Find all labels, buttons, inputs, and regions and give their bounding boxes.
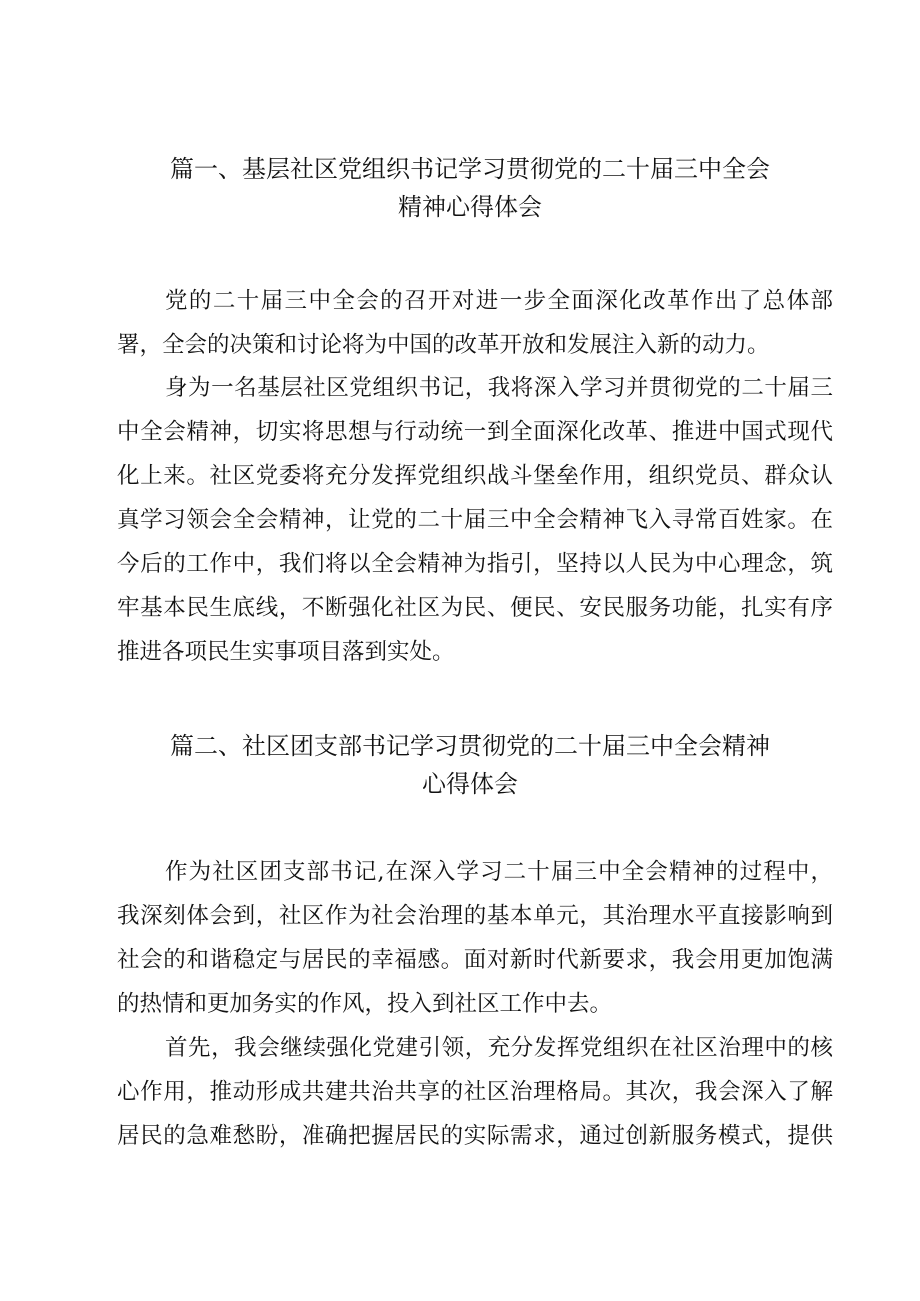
- text-line: 化上来。社区党委将充分发挥党组织战斗堡垒作用，组织党员、群众认: [117, 463, 833, 489]
- text-line: 居民的急难愁盼，准确把握居民的实际需求，通过创新服务模式，提供: [117, 1123, 833, 1149]
- text-line: 首先，我会继续强化党建引领，充分发挥党组织在社区治理中的核: [165, 1035, 833, 1061]
- text-line: 署，全会的决策和讨论将为中国的改革开放和发展注入新的动力。: [117, 332, 770, 358]
- text-line: 中全会精神，切实将思想与行动统一到全面深化改革、推进中国式现代: [117, 419, 833, 445]
- section2-paragraph-2: [117, 1026, 833, 1158]
- text-line: 我深刻体会到，社区作为社会治理的基本单元，其治理水平直接影响到: [117, 903, 833, 929]
- text-line: 社会的和谐稳定与居民的幸福感。面对新时代新要求，我会用更加饱满: [117, 947, 833, 973]
- text-line: 推进各项民生实事项目落到实处。: [117, 639, 455, 665]
- text-line: 党的二十届三中全会的召开对进一步全面深化改革作出了总体部: [165, 288, 833, 314]
- section1-paragraph-2: [117, 366, 833, 674]
- text-line: 牢基本民生底线，不断强化社区为民、便民、安民服务功能，扎实有序: [117, 595, 833, 621]
- text-line: 今后的工作中，我们将以全会精神为指引，坚持以人民为中心理念，筑: [117, 551, 833, 577]
- section1-title: [110, 150, 830, 226]
- text-line: 的热情和更加务实的作风，投入到社区工作中去。: [117, 991, 613, 1017]
- text-line: 真学习领会全会精神，让党的二十届三中全会精神飞入寻常百姓家。在: [117, 507, 833, 533]
- section1-title-line-1: 篇一、基层社区党组织书记学习贯彻党的二十届三中全会: [170, 155, 770, 183]
- text-line: 身为一名基层社区党组织书记，我将深入学习并贯彻党的二十届三: [165, 375, 833, 401]
- section2-paragraph-1: [117, 850, 833, 1026]
- text-line: 作为社区团支部书记,在深入学习二十届三中全会精神的过程中，: [165, 859, 833, 885]
- section1-title-line-2: 精神心得体会: [398, 193, 542, 221]
- section2-title: [110, 727, 830, 803]
- section2-title-line-2: 心得体会: [422, 770, 518, 798]
- text-line: 心作用，推动形成共建共治共享的社区治理格局。其次，我会深入了解: [117, 1079, 833, 1105]
- section1-paragraph-1: [117, 279, 833, 367]
- section2-title-line-1: 篇二、社区团支部书记学习贯彻党的二十届三中全会精神: [170, 732, 770, 760]
